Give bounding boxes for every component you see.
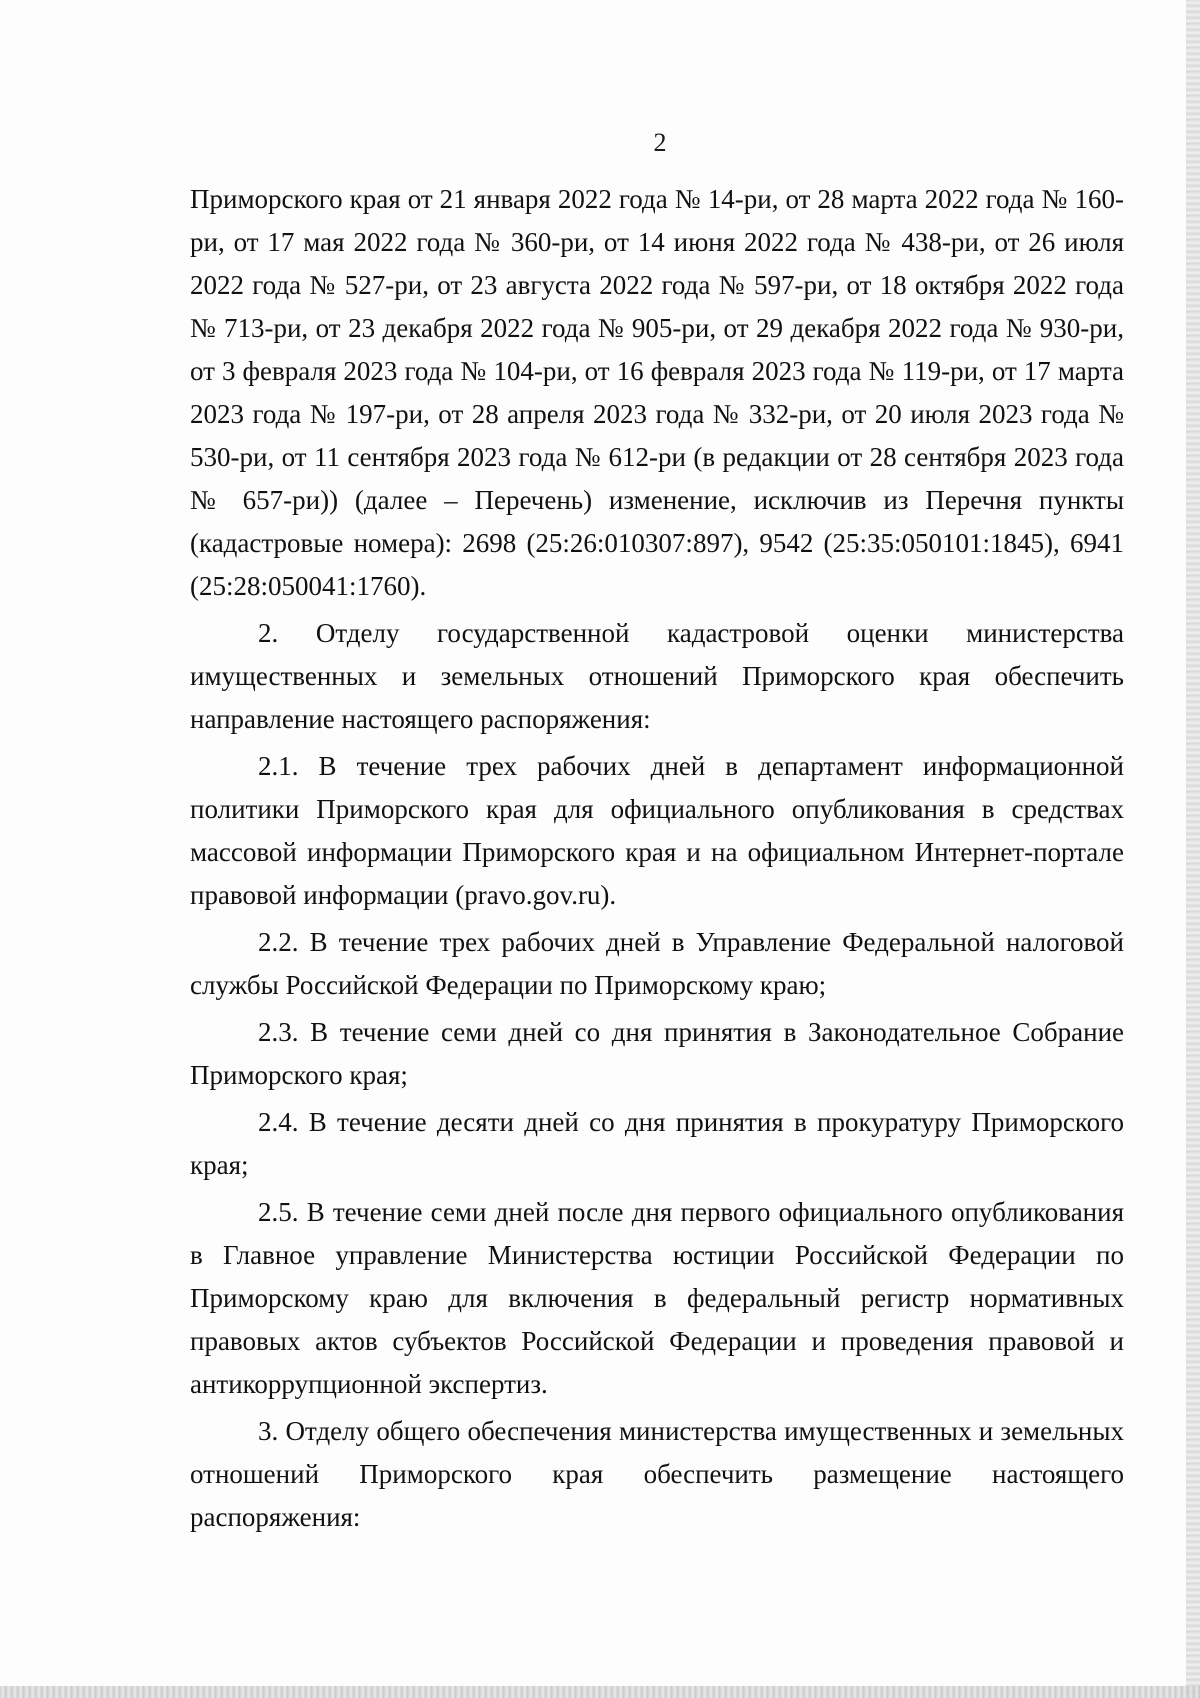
- document-body: [190, 178, 1124, 1539]
- paragraph-item-2-2: 2.2. В течение трех рабочих дней в Управление Федеральной налоговой службы Российской Федерации по Приморскому краю;: [190, 927, 1124, 1000]
- paragraph-item-3: 3. Отделу общего обеспечения министерства имущественных и земельных отношений Приморского края обеспечить размещение настоящего распоряжения:: [190, 1416, 1124, 1532]
- paragraph-item-2-4: 2.4. В течение десяти дней со дня принятия в прокуратуру Приморского края;: [190, 1107, 1124, 1180]
- paragraph-item-2-1: 2.1. В течение трех рабочих дней в департамент информационной политики Приморского края для официального опубликования в средствах массовой информации Приморского края и на официальном Интернет-портале правовой информации (pravo.gov.ru).: [190, 751, 1124, 910]
- scan-edge-bottom: [0, 1686, 1200, 1698]
- scan-edge-right: [1186, 0, 1200, 1698]
- page-number: 2: [653, 128, 667, 157]
- paragraph-item-2: 2. Отделу государственной кадастровой оценки министерства имущественных и земельных отношений Приморского края обеспечить направление настоящего распоряжения:: [190, 618, 1124, 734]
- paragraph-item-2-3: 2.3. В течение семи дней со дня принятия в Законодательное Собрание Приморского края;: [190, 1017, 1124, 1090]
- paragraph-continuation: Приморского края от 21 января 2022 года № 14-ри, от 28 марта 2022 года № 160-ри, от 17 мая 2022 года № 360-ри, от 14 июня 2022 года № 438-ри, от 26 июля 2022 года № 527-ри, от 23 августа 2022 года № 597-ри, от 18 октября 2022 года № 713-ри, от 23 декабря 2022 года № 905-ри, от 29 декабря 2022 года № 930-ри, от 3 февраля 2023 года № 104-ри, от 16 февраля 2023 года № 119-ри, от 17 марта 2023 года № 197-ри, от 28 апреля 2023 года № 332-ри, от 20 июля 2023 года № 530-ри, от 11 сентября 2023 года № 612-ри (в редакции от 28 сентября 2023 года № 657-ри)) (далее – Перечень) изменение, исключив из Перечня пункты (кадастровые номера): 2698 (25:26:010307:897), 9542 (25:35:050101:1845), 6941 (25:28:050041:1760).: [190, 184, 1124, 601]
- paragraph-item-2-5: 2.5. В течение семи дней после дня первого официального опубликования в Главное управление Министерства юстиции Российской Федерации по Приморскому краю для включения в федеральный регистр нормативных правовых актов субъектов Российской Федерации и проведения правовой и антикоррупционной экспертиз.: [190, 1197, 1124, 1399]
